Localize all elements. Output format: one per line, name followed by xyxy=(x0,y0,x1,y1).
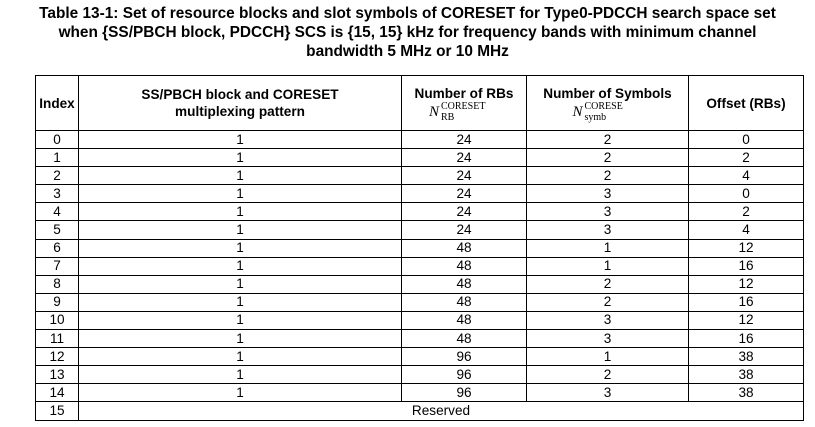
cell-index: 7 xyxy=(36,257,79,275)
cell-offset: 38 xyxy=(689,348,804,366)
cell-index: 0 xyxy=(36,131,79,149)
table-row xyxy=(36,239,804,257)
table-row xyxy=(36,384,804,402)
cell-pattern: 1 xyxy=(79,203,402,221)
cell-rbs: 48 xyxy=(402,239,527,257)
table-row xyxy=(36,221,804,239)
caption-line-2: when {SS/PBCH block, PDCCH} SCS is {15, 15} kHz for frequency bands with minimum channel xyxy=(58,24,757,41)
header-symbols-subscript: symb xyxy=(584,111,607,123)
cell-index: 9 xyxy=(36,293,79,311)
cell-rbs: 48 xyxy=(402,275,527,293)
table-row xyxy=(36,149,804,167)
cell-symbols: 3 xyxy=(527,185,689,203)
cell-symbols: 2 xyxy=(527,293,689,311)
header-offset: Offset (RBs) xyxy=(689,76,804,131)
header-rbs-subscript: RB xyxy=(441,111,455,123)
cell-offset: 4 xyxy=(689,221,804,239)
cell-offset: 2 xyxy=(689,203,804,221)
table-row xyxy=(36,257,804,275)
cell-pattern: 1 xyxy=(79,311,402,329)
table-row xyxy=(36,348,804,366)
cell-pattern: 1 xyxy=(79,257,402,275)
cell-rbs: 24 xyxy=(402,203,527,221)
cell-offset: 16 xyxy=(689,257,804,275)
cell-offset: 38 xyxy=(689,384,804,402)
cell-pattern: 1 xyxy=(79,239,402,257)
cell-rbs: 24 xyxy=(402,149,527,167)
cell-pattern: 1 xyxy=(79,185,402,203)
cell-offset: 16 xyxy=(689,330,804,348)
cell-index: 14 xyxy=(36,384,79,402)
table-row xyxy=(36,293,804,311)
header-pattern-line-1: SS/PBCH block and CORESET xyxy=(141,87,339,102)
cell-rbs: 24 xyxy=(402,131,527,149)
cell-symbols: 1 xyxy=(527,257,689,275)
cell-symbols: 2 xyxy=(527,167,689,185)
cell-symbols: 2 xyxy=(527,275,689,293)
header-rbs-superscript: CORESET xyxy=(441,100,486,112)
cell-index: 10 xyxy=(36,311,79,329)
cell-index: 1 xyxy=(36,149,79,167)
cell-reserved: Reserved xyxy=(79,402,804,420)
caption-line-3: bandwidth 5 MHz or 10 MHz xyxy=(306,43,509,60)
cell-index: 3 xyxy=(36,185,79,203)
header-pattern-line-2: multiplexing pattern xyxy=(175,104,305,119)
cell-pattern: 1 xyxy=(79,366,402,384)
cell-index: 15 xyxy=(36,402,79,420)
cell-offset: 4 xyxy=(689,167,804,185)
table-row xyxy=(36,167,804,185)
table-row xyxy=(36,185,804,203)
cell-offset: 0 xyxy=(689,185,804,203)
table-row-reserved xyxy=(36,402,804,420)
cell-rbs: 96 xyxy=(402,366,527,384)
header-symbols-title: Number of Symbols xyxy=(543,85,672,101)
cell-offset: 16 xyxy=(689,293,804,311)
cell-index: 5 xyxy=(36,221,79,239)
cell-index: 4 xyxy=(36,203,79,221)
cell-symbols: 3 xyxy=(527,203,689,221)
cell-rbs: 48 xyxy=(402,330,527,348)
cell-symbols: 3 xyxy=(527,384,689,402)
cell-rbs: 48 xyxy=(402,311,527,329)
header-symbols xyxy=(527,76,689,131)
header-rbs xyxy=(402,76,527,131)
cell-symbols: 2 xyxy=(527,131,689,149)
cell-symbols: 3 xyxy=(527,221,689,239)
header-index: Index xyxy=(36,76,79,131)
table-row xyxy=(36,275,804,293)
cell-pattern: 1 xyxy=(79,384,402,402)
table-row xyxy=(36,203,804,221)
table-row xyxy=(36,366,804,384)
cell-rbs: 24 xyxy=(402,167,527,185)
cell-symbols: 3 xyxy=(527,330,689,348)
cell-symbols: 3 xyxy=(527,311,689,329)
header-rbs-title: Number of RBs xyxy=(414,85,514,101)
cell-pattern: 1 xyxy=(79,149,402,167)
header-rbs-symbol: N xyxy=(429,103,440,120)
cell-pattern: 1 xyxy=(79,348,402,366)
cell-pattern: 1 xyxy=(79,275,402,293)
cell-index: 13 xyxy=(36,366,79,384)
cell-pattern: 1 xyxy=(79,221,402,239)
cell-pattern: 1 xyxy=(79,167,402,185)
table-row xyxy=(36,330,804,348)
cell-pattern: 1 xyxy=(79,330,402,348)
cell-pattern: 1 xyxy=(79,293,402,311)
header-pattern xyxy=(79,76,402,131)
cell-index: 2 xyxy=(36,167,79,185)
cell-rbs: 24 xyxy=(402,185,527,203)
cell-symbols: 1 xyxy=(527,239,689,257)
cell-rbs: 96 xyxy=(402,384,527,402)
cell-offset: 12 xyxy=(689,275,804,293)
table-caption xyxy=(0,4,815,61)
cell-rbs: 48 xyxy=(402,257,527,275)
cell-offset: 2 xyxy=(689,149,804,167)
cell-index: 8 xyxy=(36,275,79,293)
table-row xyxy=(36,311,804,329)
coreset-table xyxy=(35,75,804,421)
cell-pattern: 1 xyxy=(79,131,402,149)
cell-symbols: 2 xyxy=(527,149,689,167)
header-row xyxy=(36,76,804,131)
cell-offset: 38 xyxy=(689,366,804,384)
cell-index: 6 xyxy=(36,239,79,257)
cell-offset: 12 xyxy=(689,311,804,329)
cell-symbols: 2 xyxy=(527,366,689,384)
header-symbols-superscript: CORESE xyxy=(584,100,623,112)
header-rbs-notation xyxy=(429,102,499,122)
cell-index: 12 xyxy=(36,348,79,366)
header-symbols-notation xyxy=(573,102,643,122)
cell-symbols: 1 xyxy=(527,348,689,366)
cell-rbs: 96 xyxy=(402,348,527,366)
cell-index: 11 xyxy=(36,330,79,348)
cell-rbs: 24 xyxy=(402,221,527,239)
cell-rbs: 48 xyxy=(402,293,527,311)
table-row xyxy=(36,131,804,149)
caption-line-1: Table 13-1: Set of resource blocks and slot symbols of CORESET for Type0-PDCCH search space set xyxy=(39,5,776,22)
header-symbols-symbol: N xyxy=(572,103,583,120)
cell-offset: 12 xyxy=(689,239,804,257)
cell-offset: 0 xyxy=(689,131,804,149)
